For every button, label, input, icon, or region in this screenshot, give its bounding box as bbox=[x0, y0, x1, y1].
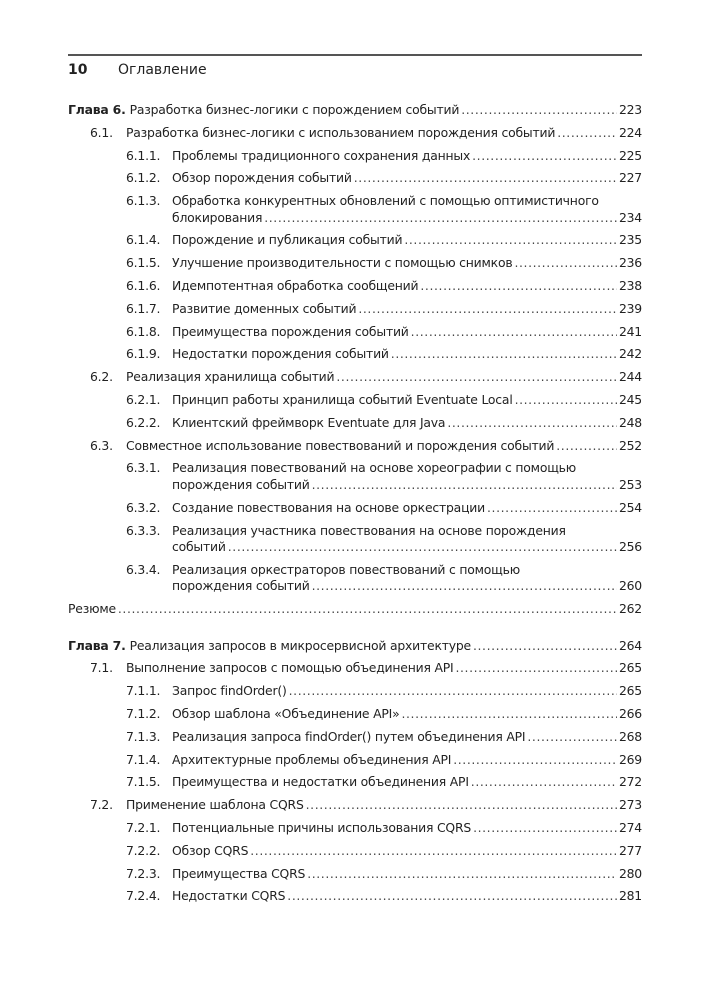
entry-line bbox=[172, 170, 642, 187]
toc-entry-row bbox=[126, 683, 642, 700]
dot-leader bbox=[354, 170, 617, 187]
page-ref[interactable]: 225 bbox=[618, 147, 642, 163]
entry-body bbox=[172, 148, 642, 165]
dot-leader bbox=[358, 301, 617, 318]
entry-line bbox=[126, 660, 642, 677]
section-number: 6.1.8. bbox=[126, 323, 161, 339]
dot-leader bbox=[473, 638, 617, 655]
page-ref[interactable]: 224 bbox=[618, 124, 642, 140]
section-number: 7.1.5. bbox=[126, 774, 161, 790]
toc-entry[interactable] bbox=[68, 752, 642, 769]
entry-title: порождения событий bbox=[172, 578, 310, 594]
section-number: 6.1.1. bbox=[126, 147, 161, 163]
toc-entry[interactable] bbox=[68, 102, 642, 119]
entry-line bbox=[68, 638, 642, 655]
dot-leader bbox=[312, 578, 617, 595]
entry-title: Реализация оркестраторов повествований с помощью bbox=[172, 561, 520, 577]
entry-line bbox=[172, 820, 642, 837]
toc-entry-row bbox=[126, 278, 642, 295]
entry-title: Выполнение запросов с помощью объединения API bbox=[126, 660, 454, 676]
entry-title: Улучшение производительности с помощью снимков bbox=[172, 255, 513, 271]
toc-entry-row bbox=[126, 774, 642, 791]
entry-line bbox=[172, 523, 642, 540]
entry-title: Реализация хранилища событий bbox=[126, 369, 335, 385]
entry-body bbox=[172, 392, 642, 409]
toc-entry[interactable] bbox=[68, 301, 642, 318]
entry-line bbox=[172, 255, 642, 272]
page-ref[interactable]: 248 bbox=[618, 414, 642, 430]
page-ref[interactable]: 281 bbox=[618, 888, 642, 904]
section-number: 7.2.4. bbox=[126, 888, 161, 904]
page-ref[interactable]: 266 bbox=[618, 706, 642, 722]
entry-title: Разработка бизнес-логики с использованием порождения событий bbox=[126, 124, 556, 140]
toc-entry[interactable] bbox=[68, 460, 642, 493]
section-number: 7.2.2. bbox=[126, 842, 161, 858]
section-number: 6.3.1. bbox=[126, 460, 161, 476]
dot-leader bbox=[336, 369, 617, 386]
entry-line bbox=[172, 888, 642, 905]
entry-line bbox=[172, 706, 642, 723]
entry-line bbox=[172, 866, 642, 883]
toc-entry[interactable] bbox=[68, 562, 642, 595]
section-number: 6.1.3. bbox=[126, 193, 161, 209]
toc-entry-row bbox=[126, 460, 642, 493]
entry-title: Реализация запроса findOrder() путем объединения API bbox=[172, 728, 526, 744]
toc-entry-row bbox=[126, 843, 642, 860]
entry-line bbox=[126, 797, 642, 814]
page-ref[interactable]: 244 bbox=[618, 369, 642, 385]
table-of-contents bbox=[68, 102, 642, 911]
section-number: 6.3.3. bbox=[126, 522, 161, 538]
entry-line bbox=[172, 578, 642, 595]
toc-entry[interactable] bbox=[68, 523, 642, 556]
toc-entry[interactable] bbox=[68, 500, 642, 517]
dot-leader bbox=[453, 752, 617, 769]
entry-body bbox=[172, 523, 642, 556]
entry-title-wrap bbox=[68, 638, 471, 655]
entry-line bbox=[172, 683, 642, 700]
entry-line bbox=[172, 392, 642, 409]
toc-entry-row bbox=[126, 415, 642, 432]
dot-leader bbox=[264, 210, 617, 227]
section-number: 7.1.4. bbox=[126, 751, 161, 767]
entry-title: Совместное использование повествований и порождения событий bbox=[126, 437, 555, 453]
entry-body bbox=[68, 601, 642, 618]
entry-line bbox=[172, 477, 642, 494]
entry-body bbox=[126, 660, 642, 677]
entry-body bbox=[172, 752, 642, 769]
toc-entry[interactable] bbox=[68, 415, 642, 432]
page-ref[interactable]: 256 bbox=[618, 539, 642, 555]
toc-entry[interactable] bbox=[68, 797, 642, 814]
section-number: 6.1.6. bbox=[126, 278, 161, 294]
entry-line bbox=[172, 843, 642, 860]
toc-entry[interactable] bbox=[68, 601, 642, 618]
dot-leader bbox=[287, 888, 617, 905]
section-number: 7.2.1. bbox=[126, 820, 161, 836]
page-ref[interactable]: 254 bbox=[618, 499, 642, 515]
toc-entry-row bbox=[126, 392, 642, 409]
toc-entry[interactable] bbox=[68, 774, 642, 791]
running-title: Оглавление bbox=[118, 62, 207, 78]
section-number: 6.3.2. bbox=[126, 499, 161, 515]
toc-entry[interactable] bbox=[68, 125, 642, 142]
entry-body bbox=[126, 438, 642, 455]
toc-entry-row bbox=[126, 729, 642, 746]
toc-entry-row bbox=[126, 148, 642, 165]
toc-entry[interactable] bbox=[68, 148, 642, 165]
page-ref[interactable]: 265 bbox=[618, 683, 642, 699]
entry-title: порождения событий bbox=[172, 476, 310, 492]
entry-body bbox=[172, 706, 642, 723]
dot-leader bbox=[557, 125, 617, 142]
entry-title: Обзор CQRS bbox=[172, 842, 249, 858]
entry-body bbox=[172, 415, 642, 432]
entry-line bbox=[68, 102, 642, 119]
page-ref[interactable]: 260 bbox=[618, 578, 642, 594]
entry-body bbox=[172, 500, 642, 517]
dot-leader bbox=[461, 102, 617, 119]
dot-leader bbox=[515, 392, 617, 409]
entry-body bbox=[126, 125, 642, 142]
section-number: 6.3. bbox=[90, 437, 113, 453]
entry-title: Проблемы традиционного сохранения данных bbox=[172, 147, 471, 163]
toc-entry-row bbox=[126, 888, 642, 905]
entry-line bbox=[68, 601, 642, 618]
dot-leader bbox=[404, 232, 617, 249]
entry-body bbox=[126, 797, 642, 814]
section-number: 6.1.4. bbox=[126, 232, 161, 248]
page-ref[interactable]: 227 bbox=[618, 170, 642, 186]
dot-leader bbox=[455, 660, 616, 677]
toc-entry[interactable] bbox=[68, 843, 642, 860]
entry-title: Реализация повествований на основе хореографии с помощью bbox=[172, 460, 577, 476]
toc-entry-row bbox=[126, 301, 642, 318]
section-number: 6.1.7. bbox=[126, 300, 161, 316]
entry-title: Обзор порождения событий bbox=[172, 170, 352, 186]
dot-leader bbox=[306, 797, 617, 814]
entry-line bbox=[172, 729, 642, 746]
toc-entry-row bbox=[126, 232, 642, 249]
page-ref[interactable]: 234 bbox=[618, 209, 642, 225]
entry-line bbox=[126, 438, 642, 455]
dot-leader bbox=[411, 324, 617, 341]
page-ref[interactable]: 273 bbox=[618, 797, 642, 813]
toc-entry[interactable] bbox=[68, 232, 642, 249]
toc-entry-row bbox=[68, 638, 642, 655]
entry-line bbox=[172, 415, 642, 432]
toc-entry-row bbox=[90, 438, 642, 455]
entry-body bbox=[172, 460, 642, 493]
toc-entry[interactable] bbox=[68, 438, 642, 455]
dot-leader bbox=[401, 706, 616, 723]
dot-leader bbox=[514, 255, 616, 272]
entry-line bbox=[172, 210, 642, 227]
toc-entry-row bbox=[90, 369, 642, 386]
entry-title: Клиентский фреймворк Eventuate для Java bbox=[172, 414, 446, 430]
entry-title: Запрос findOrder() bbox=[172, 683, 287, 699]
entry-title-wrap bbox=[68, 102, 459, 119]
toc-entry[interactable] bbox=[68, 729, 642, 746]
toc-entry-row bbox=[126, 255, 642, 272]
entry-line bbox=[126, 125, 642, 142]
toc-entry[interactable] bbox=[68, 638, 642, 655]
section-number: 7.1.1. bbox=[126, 683, 161, 699]
section-number: 6.1. bbox=[90, 124, 113, 140]
toc-entry[interactable] bbox=[68, 888, 642, 905]
entry-body bbox=[172, 888, 642, 905]
entry-title: Преимущества и недостатки объединения API bbox=[172, 774, 469, 790]
entry-line bbox=[172, 324, 642, 341]
toc-entry[interactable] bbox=[68, 820, 642, 837]
entry-title: Недостатки CQRS bbox=[172, 888, 286, 904]
entry-title: Применение шаблона CQRS bbox=[126, 797, 304, 813]
entry-line bbox=[126, 369, 642, 386]
page-ref[interactable]: 245 bbox=[618, 392, 642, 408]
entry-body bbox=[172, 278, 642, 295]
dot-leader bbox=[250, 843, 617, 860]
chapter-label: Глава 6. bbox=[68, 102, 126, 117]
dot-leader bbox=[307, 866, 617, 883]
entry-line bbox=[172, 752, 642, 769]
toc-entry[interactable] bbox=[68, 170, 642, 187]
entry-line bbox=[172, 539, 642, 556]
entry-title: блокирования bbox=[172, 209, 263, 225]
page-ref[interactable]: 268 bbox=[618, 728, 642, 744]
toc-entry[interactable] bbox=[68, 324, 642, 341]
page-ref[interactable]: 235 bbox=[618, 232, 642, 248]
toc-entry[interactable] bbox=[68, 278, 642, 295]
dot-leader bbox=[312, 477, 617, 494]
page-ref[interactable]: 238 bbox=[618, 278, 642, 294]
page-ref[interactable]: 252 bbox=[618, 437, 642, 453]
toc-entry-row bbox=[90, 125, 642, 142]
section-number: 7.1. bbox=[90, 660, 113, 676]
page-ref[interactable]: 239 bbox=[618, 300, 642, 316]
page-ref[interactable]: 264 bbox=[618, 637, 642, 653]
entry-body bbox=[172, 820, 642, 837]
toc-entry-row bbox=[68, 601, 642, 618]
toc-entry[interactable] bbox=[68, 706, 642, 723]
toc-entry-row bbox=[126, 500, 642, 517]
entry-line bbox=[172, 774, 642, 791]
toc-entry-row bbox=[126, 820, 642, 837]
entry-body bbox=[68, 638, 642, 655]
entry-line bbox=[172, 500, 642, 517]
section-number: 7.1.2. bbox=[126, 706, 161, 722]
entry-title: Обработка конкурентных обновлений с помощью оптимистичного bbox=[172, 193, 599, 209]
toc-entry[interactable] bbox=[68, 866, 642, 883]
section-number: 6.1.9. bbox=[126, 346, 161, 362]
toc-entry-row bbox=[126, 346, 642, 363]
dot-leader bbox=[420, 278, 617, 295]
page-ref[interactable]: 236 bbox=[618, 255, 642, 271]
page-ref[interactable]: 265 bbox=[618, 660, 642, 676]
toc-entry-row bbox=[126, 706, 642, 723]
page-ref[interactable]: 269 bbox=[618, 751, 642, 767]
entry-line bbox=[172, 346, 642, 363]
page-ref[interactable]: 272 bbox=[618, 774, 642, 790]
toc-entry-row bbox=[126, 170, 642, 187]
page-ref[interactable]: 280 bbox=[618, 865, 642, 881]
toc-entry[interactable] bbox=[68, 392, 642, 409]
entry-title: Обзор шаблона «Объединение API» bbox=[172, 706, 400, 722]
entry-title: Недостатки порождения событий bbox=[172, 346, 389, 362]
entry-title: Разработка бизнес-логики с порождением событий bbox=[129, 102, 460, 117]
entry-body bbox=[126, 369, 642, 386]
entry-line bbox=[172, 148, 642, 165]
entry-line bbox=[172, 460, 642, 477]
toc-entry[interactable] bbox=[68, 255, 642, 272]
section-number: 6.2.2. bbox=[126, 414, 161, 430]
entry-title: Архитектурные проблемы объединения API bbox=[172, 751, 452, 767]
entry-title: Реализация запросов в микросервисной архитектуре bbox=[129, 637, 471, 653]
toc-entry-row bbox=[126, 193, 642, 226]
toc-entry[interactable] bbox=[68, 369, 642, 386]
entry-body bbox=[172, 729, 642, 746]
entry-title: Резюме bbox=[68, 601, 116, 617]
dot-leader bbox=[473, 820, 617, 837]
dot-leader bbox=[471, 774, 617, 791]
entry-title: Принцип работы хранилища событий Eventuate Local bbox=[172, 392, 513, 408]
toc-entry[interactable] bbox=[68, 660, 642, 677]
section-number: 6.2.1. bbox=[126, 392, 161, 408]
entry-line bbox=[172, 232, 642, 249]
dot-leader bbox=[556, 438, 617, 455]
section-number: 6.1.2. bbox=[126, 170, 161, 186]
entry-title: событий bbox=[172, 539, 226, 555]
entry-title: Идемпотентная обработка сообщений bbox=[172, 278, 419, 294]
section-number: 6.1.5. bbox=[126, 255, 161, 271]
entry-body bbox=[68, 102, 642, 119]
page-ref[interactable]: 253 bbox=[618, 476, 642, 492]
entry-body bbox=[172, 774, 642, 791]
page-ref[interactable]: 241 bbox=[618, 323, 642, 339]
toc-entry[interactable] bbox=[68, 683, 642, 700]
section-number: 7.2.3. bbox=[126, 865, 161, 881]
entry-title: Потенциальные причины использования CQRS bbox=[172, 820, 472, 836]
entry-title: Преимущества порождения событий bbox=[172, 323, 409, 339]
section-number: 7.1.3. bbox=[126, 728, 161, 744]
entry-body bbox=[172, 683, 642, 700]
entry-body bbox=[172, 193, 642, 226]
toc-entry-row bbox=[68, 102, 642, 119]
entry-body bbox=[172, 232, 642, 249]
toc-entry-row bbox=[126, 562, 642, 595]
dot-leader bbox=[228, 539, 617, 556]
entry-body bbox=[172, 843, 642, 860]
entry-body bbox=[172, 170, 642, 187]
header-rule bbox=[68, 54, 642, 56]
entry-line bbox=[172, 562, 642, 579]
toc-entry-row bbox=[126, 866, 642, 883]
toc-entry[interactable] bbox=[68, 193, 642, 226]
entry-line bbox=[172, 301, 642, 318]
entry-line bbox=[172, 278, 642, 295]
toc-entry-row bbox=[126, 523, 642, 556]
entry-body bbox=[172, 324, 642, 341]
entry-body bbox=[172, 255, 642, 272]
dot-leader bbox=[391, 346, 617, 363]
entry-title: Развитие доменных событий bbox=[172, 300, 357, 316]
dot-leader bbox=[527, 729, 617, 746]
page-ref[interactable]: 242 bbox=[618, 346, 642, 362]
dot-leader bbox=[447, 415, 617, 432]
toc-entry-row bbox=[126, 324, 642, 341]
entry-title: Порождение и публикация событий bbox=[172, 232, 403, 248]
entry-line bbox=[172, 193, 642, 210]
toc-entry-row bbox=[90, 660, 642, 677]
toc-entry-row bbox=[126, 752, 642, 769]
chapter-label: Глава 7. bbox=[68, 637, 126, 653]
page-ref[interactable]: 274 bbox=[618, 820, 642, 836]
entry-body bbox=[172, 562, 642, 595]
entry-body bbox=[172, 301, 642, 318]
entry-title: Создание повествования на основе оркестрации bbox=[172, 499, 486, 515]
dot-leader bbox=[472, 148, 617, 165]
page-ref[interactable]: 262 bbox=[618, 601, 642, 617]
page-ref[interactable]: 277 bbox=[618, 842, 642, 858]
entry-title: Реализация участника повествования на основе порождения bbox=[172, 522, 566, 538]
dot-leader bbox=[118, 601, 617, 618]
section-number: 6.2. bbox=[90, 369, 113, 385]
entry-body bbox=[172, 866, 642, 883]
running-header bbox=[68, 62, 207, 78]
dot-leader bbox=[289, 683, 617, 700]
entry-title: Преимущества CQRS bbox=[172, 865, 306, 881]
toc-entry[interactable] bbox=[68, 346, 642, 363]
section-number: 6.3.4. bbox=[126, 561, 161, 577]
dot-leader bbox=[487, 500, 617, 517]
toc-entry-row bbox=[90, 797, 642, 814]
entry-body bbox=[172, 346, 642, 363]
page-ref[interactable]: 223 bbox=[618, 102, 642, 117]
section-number: 7.2. bbox=[90, 797, 113, 813]
page-number: 10 bbox=[68, 62, 88, 78]
